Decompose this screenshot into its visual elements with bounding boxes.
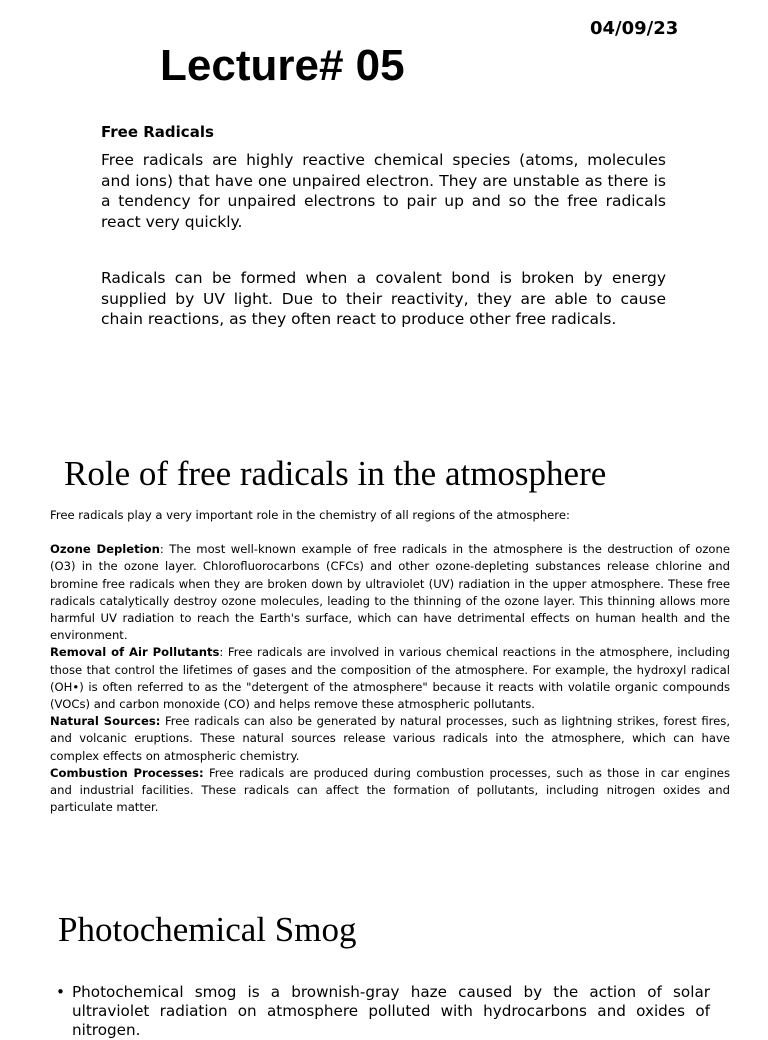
air-pollutants-paragraph — [50, 644, 730, 713]
air-pollutants-separator: : — [219, 645, 224, 660]
ozone-depletion-term: Ozone Depletion — [50, 542, 160, 557]
air-pollutants-term: Removal of Air Pollutants — [50, 645, 220, 660]
photochemical-smog-heading: Photochemical Smog — [58, 910, 357, 949]
combustion-processes-term: Combustion Processes: — [50, 765, 204, 780]
free-radicals-definition-paragraph: Free radicals are highly reactive chemical species (atoms, molecules and ions) that have one unpaired electron. They are unstable as there is a tendency for unpaired electrons to pair up and so the free radicals react very quickly. — [101, 151, 666, 232]
lecture-title: Lecture# 05 — [160, 41, 405, 90]
free-radicals-formation-paragraph: Radicals can be formed when a covalent bond is broken by energy supplied by UV light. Due to their reactivity, they are able to cause chain reactions, as they often react to produce other free radicals. — [101, 268, 666, 329]
lecture-date: 04/09/23 — [590, 18, 679, 39]
atmosphere-role-intro: Free radicals play a very important role in the chemistry of all regions of the atmosphere: — [50, 508, 570, 522]
ozone-depletion-separator: : — [159, 542, 164, 557]
air-pollutants-text: Free radicals are involved in various chemical reactions in the atmosphere, including those that control the lifetimes of gases and the composition of the atmosphere. For example, the hydroxyl radical (OH•) is often referred to as the "detergent of the atmosphere" because it reacts with volatile organic compounds (VOCs) and carbon monoxide (CO) and helps remove these atmospheric pollutants. — [50, 645, 730, 712]
combustion-processes-paragraph — [50, 765, 730, 817]
ozone-depletion-paragraph — [50, 541, 730, 644]
ozone-depletion-text: The most well-known example of free radicals in the atmosphere is the destruction of ozone (O3) in the ozone layer. Chlorofluorocarbons (CFCs) and other ozone-depleting substances release chlorine and bromine free radicals when they are broken down by ultraviolet (UV) radiation in the upper atmosphere. These free radicals catalytically destroy ozone molecules, leading to the thinning of the ozone layer. This thinning allows more harmful UV radiation to reach the Earth's surface, which can have detrimental effects on human health and the environment. — [50, 542, 730, 643]
free-radicals-section — [101, 120, 666, 330]
natural-sources-text: Free radicals can also be generated by natural processes, such as lightning strikes, forest fires, and volcanic eruptions. These natural sources release various radicals into the atmosphere, which can have complex effects on atmospheric chemistry. — [50, 714, 731, 763]
smog-definition-text: Photochemical smog is a brownish-gray haze caused by the action of solar ultraviolet radiation on atmosphere polluted with hydrocarbons and oxides of nitrogen. — [72, 983, 710, 1039]
smog-bullet-list — [56, 983, 710, 1040]
bullet-icon: • — [56, 983, 65, 1001]
list-item — [56, 983, 710, 1040]
atmosphere-role-heading: Role of free radicals in the atmosphere — [64, 454, 607, 493]
free-radicals-heading: Free Radicals — [101, 123, 214, 141]
natural-sources-term: Natural Sources: — [50, 714, 161, 729]
atmosphere-role-section — [50, 507, 730, 816]
natural-sources-paragraph — [50, 713, 730, 765]
combustion-processes-text: Free radicals are produced during combustion processes, such as those in car engines and industrial facilities. These radicals can affect the formation of pollutants, including nitrogen oxides and particulate matter. — [50, 765, 730, 815]
